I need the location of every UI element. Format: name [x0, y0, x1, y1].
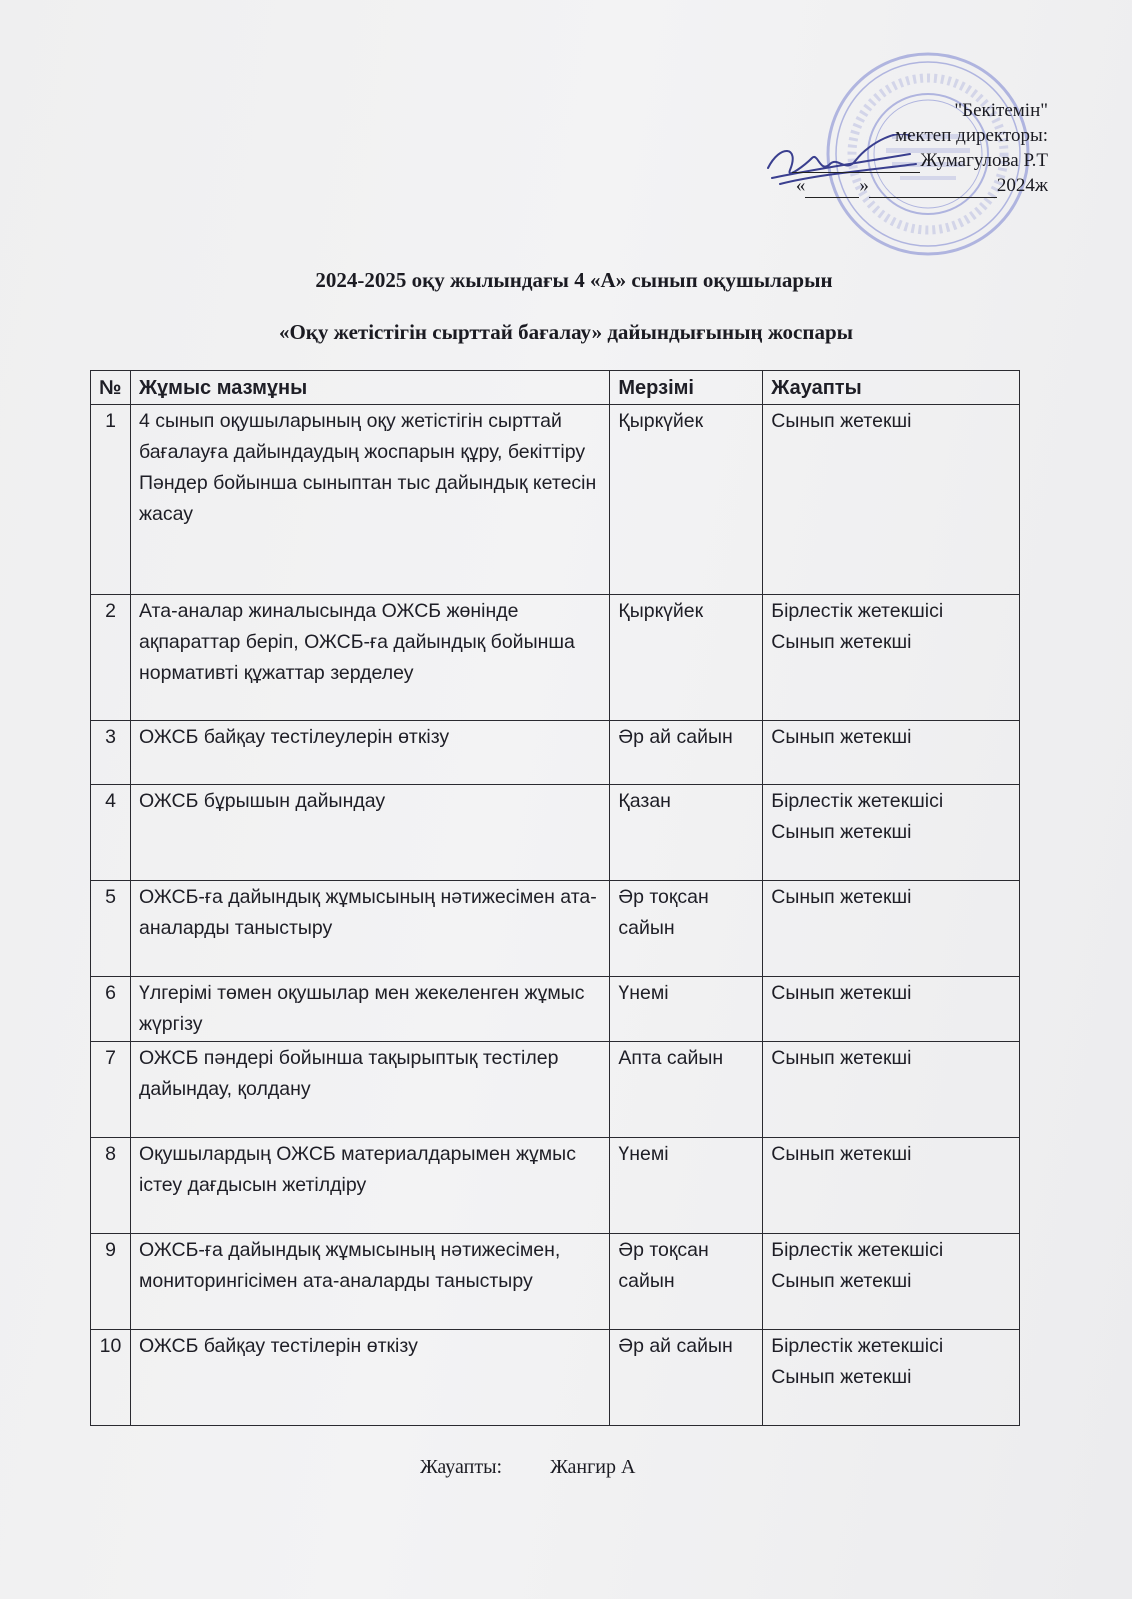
plan-table — [90, 370, 1020, 1426]
row-number: 4 — [91, 785, 131, 881]
row-content: Оқушылардың ОЖСБ материалдарымен жұмыс істеу дағдысын жетілдіру — [130, 1138, 609, 1234]
approval-director — [728, 148, 1048, 173]
row-term: Әр ай сайын — [610, 1330, 763, 1426]
director-name: Жумагулова Р.Т — [920, 150, 1048, 171]
header-responsible: Жауапты — [763, 371, 1020, 405]
row-term: Қыркүйек — [610, 405, 763, 595]
row-content: ОЖСБ-ға дайындық жұмысының нәтижесімен ата-аналарды таныстыру — [130, 881, 609, 977]
document-title-line1: 2024-2025 оқу жылындағы 4 «А» сынып оқушыларын — [315, 268, 833, 292]
row-term: Үнемі — [610, 1138, 763, 1234]
table-row — [91, 785, 1020, 881]
row-content: ОЖСБ пәндері бойынша тақырыптық тестілер дайындау, қолдану — [130, 1042, 609, 1138]
row-content: ОЖСБ бұрышын дайындау — [130, 785, 609, 881]
date-day-blank — [805, 197, 859, 198]
row-number: 8 — [91, 1138, 131, 1234]
row-number: 6 — [91, 977, 131, 1042]
table-row — [91, 595, 1020, 721]
table-row — [91, 1042, 1020, 1138]
date-close-quote: » — [859, 175, 869, 196]
row-number: 3 — [91, 721, 131, 785]
table-row — [91, 1234, 1020, 1330]
row-responsible: Бірлестік жетекшісі Сынып жетекші — [763, 1234, 1020, 1330]
row-term: Қыркүйек — [610, 595, 763, 721]
date-year: 2024ж — [996, 175, 1048, 196]
header-content: Жұмыс мазмұны — [130, 371, 609, 405]
row-responsible: Бірлестік жетекшісі Сынып жетекші — [763, 785, 1020, 881]
row-content: ОЖСБ-ға дайындық жұмысының нәтижесімен, мониторингісімен ата-аналарды таныстыру — [130, 1234, 609, 1330]
row-term: Әр тоқсан сайын — [610, 881, 763, 977]
approval-heading: "Бекітемін" — [954, 100, 1048, 121]
table-row — [91, 1138, 1020, 1234]
table-header-row — [91, 371, 1020, 405]
table-row — [91, 1330, 1020, 1426]
row-responsible: Сынып жетекші — [763, 881, 1020, 977]
footer-responsible — [420, 1456, 635, 1479]
row-number: 9 — [91, 1234, 131, 1330]
row-number: 7 — [91, 1042, 131, 1138]
approval-block — [728, 98, 1048, 198]
table-row — [91, 977, 1020, 1042]
row-responsible: Сынып жетекші — [763, 977, 1020, 1042]
approval-position: мектеп директоры: — [895, 125, 1048, 146]
table-row — [91, 405, 1020, 595]
header-number: № — [91, 371, 131, 405]
row-content: Үлгерімі төмен оқушылар мен жекеленген жұмыс жүргізу — [130, 977, 609, 1042]
row-term: Әр тоқсан сайын — [610, 1234, 763, 1330]
row-responsible: Бірлестік жетекшісі Сынып жетекші — [763, 1330, 1020, 1426]
row-number: 2 — [91, 595, 131, 721]
row-content: Ата-аналар жиналысында ОЖСБ жөнінде ақпараттар беріп, ОЖСБ-ға дайындық бойынша нормативті құжаттар зерделеу — [130, 595, 609, 721]
date-month-blank — [869, 197, 997, 198]
row-term: Үнемі — [610, 977, 763, 1042]
row-content: ОЖСБ байқау тестілеулерін өткізу — [130, 721, 609, 785]
footer-label: Жауапты: — [420, 1456, 503, 1478]
row-term: Әр ай сайын — [610, 721, 763, 785]
table-row — [91, 721, 1020, 785]
header-term: Мерзімі — [610, 371, 763, 405]
approval-date — [728, 173, 1048, 198]
footer-name: Жангир А — [550, 1456, 636, 1478]
date-open-quote: « — [795, 175, 806, 196]
row-responsible: Сынып жетекші — [763, 721, 1020, 785]
row-number: 5 — [91, 881, 131, 977]
row-responsible: Сынып жетекші — [763, 405, 1020, 595]
row-term: Апта сайын — [610, 1042, 763, 1138]
row-responsible: Сынып жетекші — [763, 1138, 1020, 1234]
table-row — [91, 881, 1020, 977]
row-content: 4 сынып оқушыларының оқу жетістігін сырттай бағалауға дайындаудың жоспарын құру, бекіттіру Пәндер бойынша сыныптан тыс дайындық кетесін жасау — [130, 405, 609, 595]
row-responsible: Бірлестік жетекшісі Сынып жетекші — [763, 595, 1020, 721]
row-number: 10 — [91, 1330, 131, 1426]
row-content: ОЖСБ байқау тестілерін өткізу — [130, 1330, 609, 1426]
document-title-line2: «Оқу жетістігін сырттай бағалау» дайындығының жоспары — [278, 320, 854, 344]
row-responsible: Сынып жетекші — [763, 1042, 1020, 1138]
row-number: 1 — [91, 405, 131, 595]
row-term: Қазан — [610, 785, 763, 881]
